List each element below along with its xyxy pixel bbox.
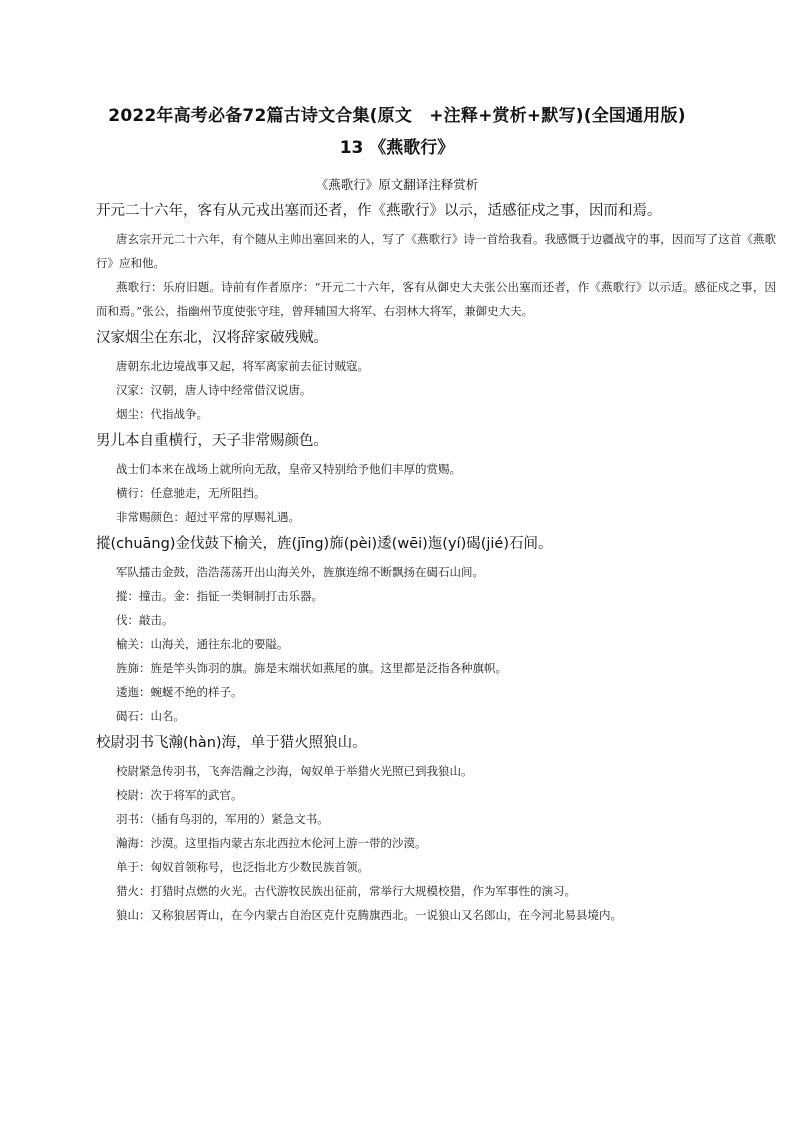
verse-line: 开元二十六年，客有从元戎出塞而还者，作《燕歌行》以示，适感征戍之事，因而和焉。 bbox=[96, 203, 662, 219]
poem-section bbox=[96, 732, 776, 927]
annotation-note: 瀚海：沙漠。这里指内蒙古东北西拉木伦河上游一带的沙漠。 bbox=[116, 836, 427, 850]
poem-content bbox=[96, 200, 776, 931]
verse-line: 校尉羽书飞瀚(hàn)海，单于猎火照狼山。 bbox=[96, 735, 367, 751]
translation-note: 校尉紧急传羽书，飞奔浩瀚之沙海，匈奴单于举猎火光照已到我狼山。 bbox=[116, 764, 473, 778]
poem-section bbox=[96, 327, 776, 426]
annotation-note: 烟尘：代指战争。 bbox=[116, 407, 208, 421]
poem-section bbox=[96, 200, 776, 323]
translation-note: 唐玄宗开元二十六年，有个随从主帅出塞回来的人，写了《燕歌行》诗一首给我看。我感慨于边疆战守的事，因而写了这首《燕歌行》应和他。 bbox=[96, 232, 776, 270]
translation-note: 战士们本来在战场上就所向无敌，皇帝又特别给予他们丰厚的赏赐。 bbox=[116, 462, 461, 476]
annotation-note: 碣石：山名。 bbox=[116, 709, 185, 723]
annotation-note: 汉家：汉朝，唐人诗中经常借汉说唐。 bbox=[116, 383, 312, 397]
annotation-note: 单于：匈奴首领称号，也泛指北方少数民族首领。 bbox=[116, 860, 369, 874]
poem-section bbox=[96, 430, 776, 529]
verse-line: 汉家烟尘在东北，汉将辞家破残贼。 bbox=[96, 330, 328, 346]
annotation-note: 校尉：次于将军的武官。 bbox=[116, 788, 243, 802]
annotation-note: 逶迤：蜿蜒不绝的样子。 bbox=[116, 685, 243, 699]
annotation-note: 摐：撞击。金：指钲一类铜制打击乐器。 bbox=[116, 589, 323, 603]
verse-line: 摐(chuāng)金伐鼓下榆关，旌(jīng)旆(pèi)逶(wēi)迤(yí)碣(jié)石间。 bbox=[96, 536, 553, 552]
annotation-note: 非常赐颜色：超过平常的厚赐礼遇。 bbox=[116, 510, 300, 524]
annotation-note: 伐：敲击。 bbox=[116, 613, 174, 627]
annotation-note: 猎火：打猎时点燃的火光。古代游牧民族出征前，常举行大规模校猎，作为军事性的演习。 bbox=[116, 884, 576, 898]
poem-title: 13 《燕歌行》 bbox=[339, 138, 455, 158]
section-subtitle: 《燕歌行》原文翻译注释赏析 bbox=[315, 177, 479, 192]
translation-note: 军队擂击金鼓，浩浩荡荡开出山海关外，旌旗连绵不断飘扬在碣石山间。 bbox=[116, 565, 484, 579]
annotation-note: 旌旆：旌是竿头饰羽的旗。旆是末端状如燕尾的旗。这里都是泛指各种旗帜。 bbox=[116, 661, 507, 675]
annotation-note: 榆关：山海关，通往东北的要隘。 bbox=[116, 637, 289, 651]
annotation-note: 横行：任意驰走，无所阻挡。 bbox=[116, 486, 266, 500]
annotation-note: 燕歌行：乐府旧题。诗前有作者原序：“开元二十六年，客有从御史大夫张公出塞而还者，作《燕歌行》以示适。感征戍之事，因而和焉。”张公，指幽州节度使张守珪，曾拜辅国大将军、右羽林大将军，兼御史大夫。 bbox=[96, 280, 776, 318]
poem-section bbox=[96, 533, 776, 728]
annotation-note: 羽书：（插有鸟羽的，军用的）紧急文书。 bbox=[116, 812, 329, 826]
verse-line: 男儿本自重横行，天子非常赐颜色。 bbox=[96, 433, 328, 449]
document-title: 2022年高考必备72篇古诗文合集(原文 +注释+赏析+默写)(全国通用版) bbox=[108, 106, 686, 126]
annotation-note: 狼山：又称狼居胥山，在今内蒙古自治区克什克腾旗西北。一说狼山又名郎山，在今河北易县境内。 bbox=[116, 908, 622, 922]
translation-note: 唐朝东北边境战事又起，将军离家前去征讨贼寇。 bbox=[116, 359, 369, 373]
